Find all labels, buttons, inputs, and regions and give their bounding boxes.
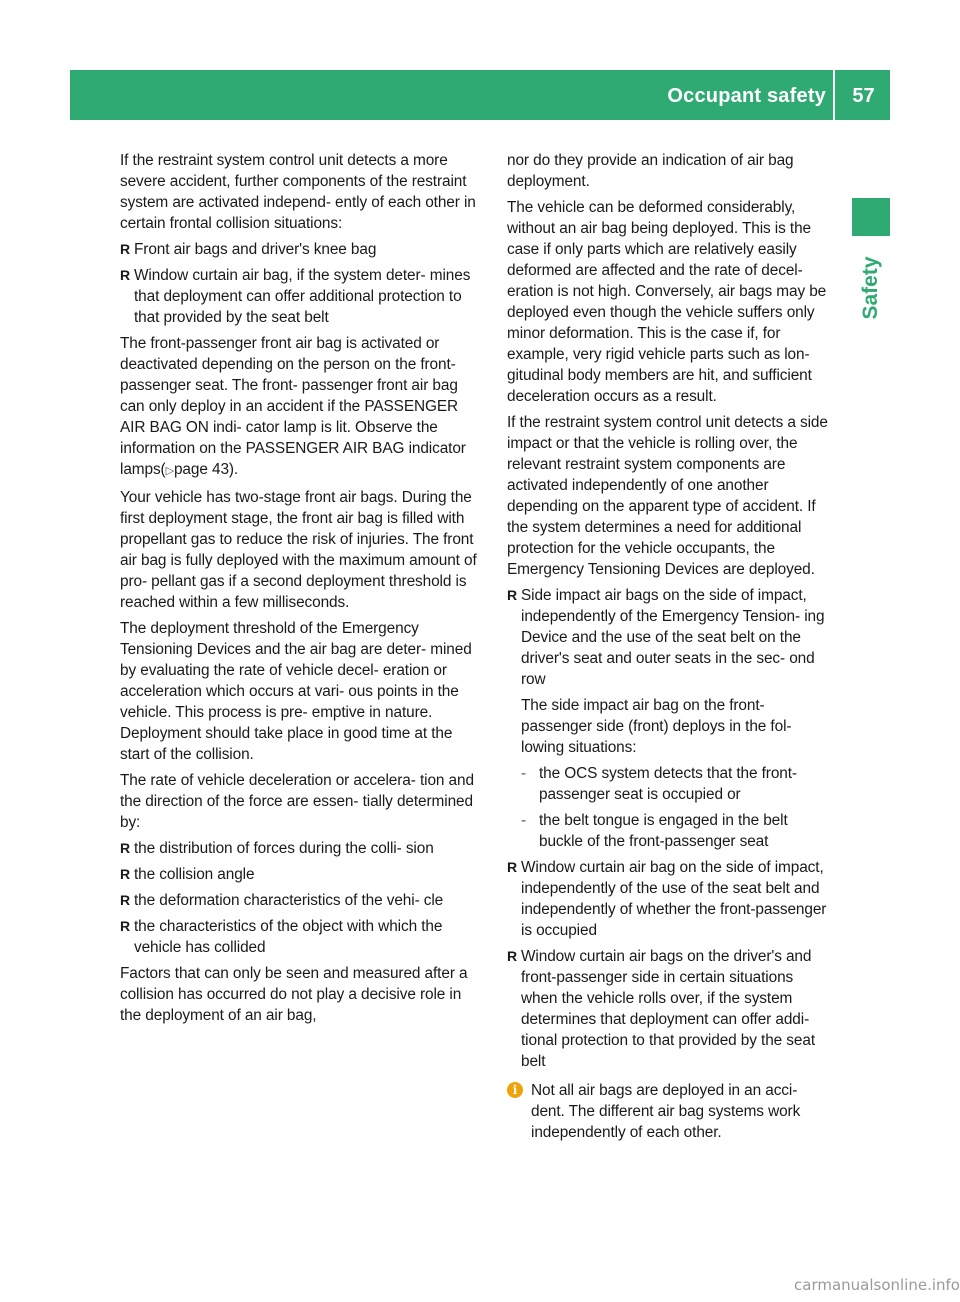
paragraph: nor do they provide an indication of air bag deployment. bbox=[507, 152, 794, 190]
bullet-icon: R bbox=[507, 587, 518, 603]
list-item-text: Window curtain air bag on the side of impact, independently of the use of the seat belt and independently of whether the front-passenger is occupied bbox=[521, 859, 827, 939]
bullet-icon: R bbox=[507, 948, 518, 964]
paragraph: The rate of vehicle deceleration or accelera- tion and the direction of the force are essen- tially determined by: bbox=[120, 772, 474, 831]
info-icon: i bbox=[507, 1082, 523, 1098]
bullet-icon: R bbox=[120, 840, 131, 856]
sub-list-item-text: the OCS system detects that the front- passenger seat is occupied or bbox=[539, 765, 797, 803]
list-item bbox=[507, 857, 832, 941]
paragraph: The deployment threshold of the Emergency Tensioning Devices and the air bag are deter- mined by evaluating the rate of vehicle decel- eration or acceleration which occurs at vari- ous points in the vehicle. This process is pre- emptive in nature. Deployment should take place in good time at the start of the collision. bbox=[120, 620, 472, 763]
page-number: 57 bbox=[852, 85, 875, 107]
paragraph-end: ). bbox=[228, 461, 239, 478]
watermark: carmanualsonline.info bbox=[794, 1276, 960, 1294]
list-item-text: Side impact air bags on the side of impact, independently of the Emergency Tension- ing Device and the use of the seat belt on the driver's seat and outer seats in the sec- ond row bbox=[521, 587, 825, 688]
side-tab-label: Safety bbox=[859, 256, 882, 320]
paragraph: Factors that can only be seen and measured after a collision has occurred do not play a decisive role in the deployment of an air bag, bbox=[120, 965, 468, 1024]
list-item bbox=[120, 916, 480, 958]
bullet-icon: R bbox=[120, 892, 131, 908]
bullet-icon: R bbox=[120, 267, 131, 283]
info-note bbox=[507, 1080, 832, 1143]
bullet-icon: R bbox=[120, 918, 131, 934]
paragraph: The vehicle can be deformed considerably, without an air bag being deployed. This is the case if only parts which are relatively easily deformed are affected and the rate of decel- eration is not high. Conversely, air bags may be deployed even though the vehicle suffers only minor deformation. This is the case if, for example, very rigid vehicle parts such as lon- gitudinal body members are hit, and sufficient deceleration occurs as a result. bbox=[507, 199, 827, 405]
paragraph: If the restraint system control unit detects a side impact or that the vehicle is rolling over, the relevant restraint system components are activated independently of one another depending on the apparent type of accident. If the system determines a need for additional protection for the vehicle occupants, the Emergency Tensioning Devices are deployed. bbox=[507, 414, 828, 578]
paragraph bbox=[120, 333, 480, 482]
paragraph: If the restraint system control unit detects a more severe accident, further components of the restraint system are activated independ- ently of each other in certain frontal collision situations: bbox=[120, 152, 476, 232]
sub-list-item bbox=[507, 763, 832, 805]
list-item-text: Window curtain air bags on the driver's and front-passenger side in certain situations when the vehicle rolls over, if the system determines that deployment can offer addi- tional protection to that provided by the seat belt bbox=[521, 948, 815, 1070]
right-column bbox=[507, 150, 832, 1143]
list-item-text: the collision angle bbox=[134, 866, 255, 883]
side-tab-marker bbox=[852, 198, 890, 236]
bullet-icon: R bbox=[120, 866, 131, 882]
list-item bbox=[120, 864, 480, 885]
page-reference-icon: ▷ bbox=[165, 465, 174, 477]
list-item bbox=[120, 239, 480, 260]
list-item-text: the deformation characteristics of the vehi- cle bbox=[134, 892, 444, 909]
info-note-text: Not all air bags are deployed in an acci- dent. The different air bag systems work independently of each other. bbox=[531, 1082, 801, 1141]
section-title: Occupant safety bbox=[667, 85, 826, 107]
header-divider bbox=[833, 70, 835, 120]
paragraph: Your vehicle has two-stage front air bags. During the first deployment stage, the front air bag is filled with propellant gas to reduce the risk of injuries. The front air bag is fully deployed with the maximum amount of pro- pellant gas if a second deployment threshold is reached within a few milliseconds. bbox=[120, 489, 477, 611]
bullet-icon: R bbox=[507, 859, 518, 875]
dash-icon: - bbox=[521, 765, 527, 782]
list-item bbox=[120, 890, 480, 911]
list-item-text: the characteristics of the object with which the vehicle has collided bbox=[134, 918, 443, 956]
list-item bbox=[120, 265, 480, 328]
list-item bbox=[507, 585, 832, 690]
list-item-text: Window curtain air bag, if the system deter- mines that deployment can offer additional protection to that provided by the seat belt bbox=[134, 267, 471, 326]
list-item bbox=[120, 838, 480, 859]
page-reference-link[interactable]: page 43 bbox=[173, 461, 229, 478]
bullet-icon: R bbox=[120, 241, 131, 257]
list-item-text: the distribution of forces during the colli- sion bbox=[134, 840, 434, 857]
list-item bbox=[507, 946, 832, 1072]
list-item-text: Front air bags and driver's knee bag bbox=[134, 241, 377, 258]
paragraph-text: The front-passenger front air bag is activated or deactivated depending on the person on the front-passenger seat. The front- passenger front air bag can only deploy in an accident if the PASSENGER AIR BAG ON indi- cator lamp is lit. Observe the information on the PASSENGER AIR BAG indicator lamps( bbox=[120, 335, 466, 478]
sub-list-item bbox=[507, 810, 832, 852]
sub-list-item-text: the belt tongue is engaged in the belt buckle of the front-passenger seat bbox=[539, 812, 788, 850]
sub-paragraph: The side impact air bag on the front- passenger side (front) deploys in the fol- lowing situations: bbox=[521, 697, 792, 756]
dash-icon: - bbox=[521, 812, 527, 829]
left-column bbox=[120, 150, 480, 1031]
